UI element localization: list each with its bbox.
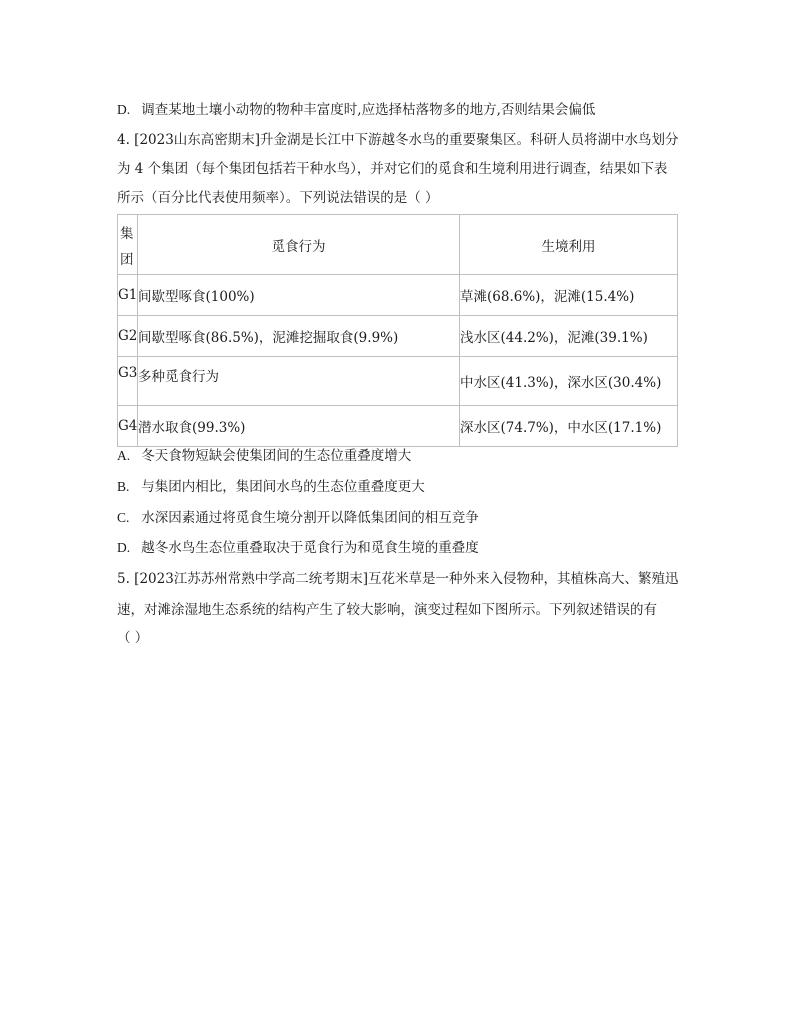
cell-habitat: 中水区(41.3%)，深水区(30.4%)	[460, 357, 678, 406]
cell-foraging: 间歇型啄食(100%)	[138, 275, 460, 316]
table-row	[118, 406, 678, 447]
question-4-line-1: 4. [2023山东高密期末]升金湖是长江中下游越冬水鸟的重要聚集区。科研人员将湖中水鸟划分	[117, 132, 679, 148]
cell-foraging: 间歇型啄食(86.5%)，泥滩挖掘取食(9.9%)	[138, 316, 460, 357]
cell-group: G3	[118, 357, 138, 406]
header-group: 集团	[118, 215, 138, 275]
cell-habitat: 浅水区(44.2%)，泥滩(39.1%)	[460, 316, 678, 357]
question-5-line-1: 5. [2023江苏苏州常熟中学高二统考期末]互花米草是一种外来入侵物种，其植株高大、繁殖迅	[117, 571, 679, 587]
cell-habitat: 草滩(68.6%)，泥滩(15.4%)	[460, 275, 678, 316]
option-b	[117, 477, 425, 497]
question-5-line-2: 速，对滩涂湿地生态系统的结构产生了较大影响，演变过程如下图所示。下列叙述错误的有	[117, 602, 657, 618]
option-label: D.	[117, 102, 131, 117]
cell-foraging: 多种觅食行为	[138, 357, 460, 406]
table-header-row	[118, 215, 678, 275]
cell-group: G1	[118, 275, 138, 316]
option-text: 冬天食物短缺会使集团间的生态位重叠度增大	[141, 448, 412, 464]
table-row	[118, 316, 678, 357]
header-habitat: 生境利用	[460, 215, 678, 275]
table-row	[118, 275, 678, 316]
table-row	[118, 357, 678, 406]
cell-group: G2	[118, 316, 138, 357]
cell-habitat: 深水区(74.7%)，中水区(17.1%)	[460, 406, 678, 447]
option-c	[117, 508, 479, 528]
option-text: 与集团内相比，集团间水鸟的生态位重叠度更大	[141, 479, 425, 495]
cell-group: G4	[118, 406, 138, 447]
option-text: 调查某地土壤小动物的物种丰富度时,应选择枯落物多的地方,否则结果会偏低	[141, 102, 596, 118]
waterbird-table	[117, 214, 678, 447]
question-4-line-3: 所示（百分比代表使用频率）。下列说法错误的是（ ）	[117, 190, 439, 206]
question-4-line-2: 为 4 个集团（每个集团包括若干种水鸟），并对它们的觅食和生境利用进行调查，结果如下表	[117, 161, 668, 177]
header-foraging: 觅食行为	[138, 215, 460, 275]
option-label: D.	[117, 540, 131, 555]
question-5-line-3: （ ）	[117, 630, 149, 646]
prev-option-d	[117, 100, 595, 120]
option-label: A.	[117, 448, 131, 463]
option-text: 越冬水鸟生态位重叠取决于觅食行为和觅食生境的重叠度	[141, 540, 479, 556]
cell-foraging: 潜水取食(99.3%)	[138, 406, 460, 447]
option-a	[117, 446, 411, 466]
option-label: B.	[117, 479, 130, 494]
option-d	[117, 538, 479, 558]
option-label: C.	[117, 510, 130, 525]
option-text: 水深因素通过将觅食生境分割开以降低集团间的相互竞争	[141, 510, 479, 526]
